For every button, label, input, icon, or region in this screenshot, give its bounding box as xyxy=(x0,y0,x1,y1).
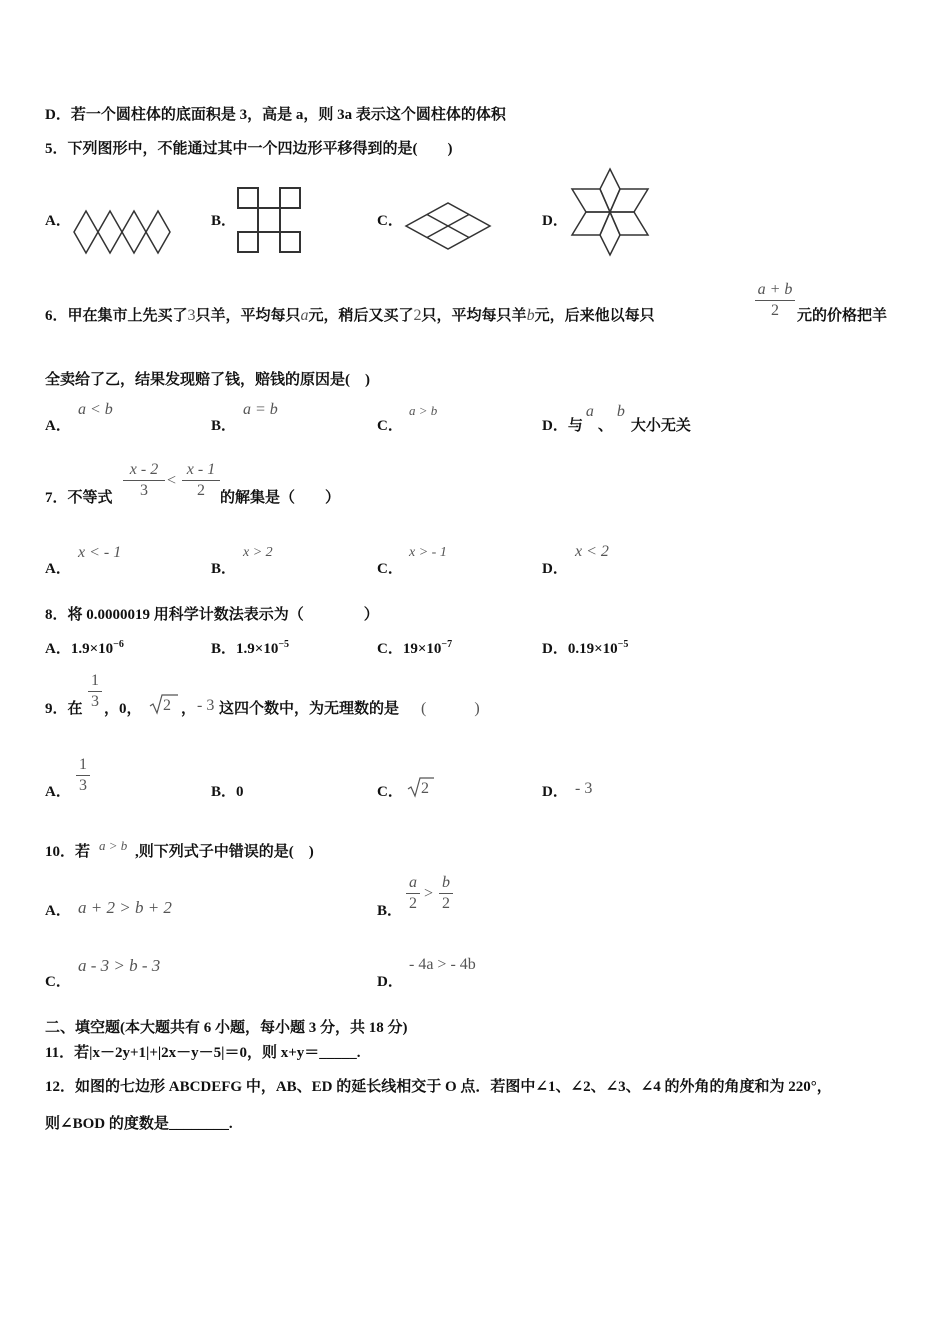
q9-option-d-label[interactable]: D． xyxy=(542,784,568,800)
section-2-heading: 二、填空题(本大题共有 6 小题，每小题 3 分，共 18 分) xyxy=(45,1020,408,1036)
q6-var-b: b xyxy=(526,307,535,324)
q7-lhs-fraction xyxy=(123,461,165,500)
q7-option-d-label[interactable]: D． xyxy=(542,561,568,577)
q5-stem: 5．下列图形中，不能通过其中一个四边形平移得到的是( ) xyxy=(45,141,453,157)
q8-option-b-exponent: −5 xyxy=(278,639,290,650)
q9-option-d[interactable]: - 3 xyxy=(575,780,593,797)
q8-option-b-label: B． xyxy=(211,641,237,657)
q5-option-c-label[interactable]: C． xyxy=(377,213,403,229)
q10-option-b-right-fraction[interactable] xyxy=(439,874,453,913)
q8-option-c-base: 19×10 xyxy=(402,641,442,657)
q6-text-1: 6．甲在集市上先买了 xyxy=(45,308,188,324)
q6-text-5: 元，后来他以每只 xyxy=(534,308,655,324)
q10-option-d-label[interactable]: D． xyxy=(377,974,403,990)
q6-price-fraction xyxy=(755,281,795,320)
q6-option-c[interactable]: a > b xyxy=(409,403,438,418)
q12-stem-line2: 则∠BOD 的度数是________. xyxy=(45,1116,233,1132)
q6-fraction-denominator: 2 xyxy=(771,302,779,319)
q6-text-6: 元的价格把羊 xyxy=(797,308,888,324)
q12-stem-line1: 12．如图的七边形 ABCDEFG 中，AB、ED 的延长线相交于 O 点．若图中∠1、∠2、∠3、∠4 的外角的角度和为 220°， xyxy=(45,1079,832,1095)
q6-option-d[interactable] xyxy=(542,400,691,434)
q5-option-b-label[interactable]: B． xyxy=(211,213,237,229)
q9-option-a-label[interactable]: A． xyxy=(45,784,71,800)
q9-option-a-denominator: 3 xyxy=(79,777,87,794)
q8-option-d[interactable] xyxy=(542,637,628,658)
q5-option-d-label[interactable]: D． xyxy=(542,213,568,229)
q8-option-d-base: 0.19×10 xyxy=(567,641,618,657)
q6-option-b[interactable]: a = b xyxy=(243,401,278,418)
q7-rhs-denominator: 2 xyxy=(197,482,205,499)
q6-text-2: 只羊，平均每只 xyxy=(195,308,301,324)
q6-option-c-label[interactable]: C． xyxy=(377,418,403,434)
q10-option-a[interactable]: a + 2 > b + 2 xyxy=(78,898,172,917)
q10-option-a-label[interactable]: A． xyxy=(45,903,71,919)
q9-text-3: ， xyxy=(181,701,197,717)
q6-option-a[interactable]: a < b xyxy=(78,401,113,418)
q8-option-d-label: D． xyxy=(542,641,568,657)
q9-answer-paren: ( ) xyxy=(421,700,480,717)
q8-option-b[interactable] xyxy=(211,637,289,658)
q10-text-1: 10．若 xyxy=(45,844,91,860)
q7-lhs-numerator: x - 2 xyxy=(129,461,159,478)
q9-option-b[interactable] xyxy=(211,780,244,801)
q6-var-a: a xyxy=(300,307,309,324)
q9-option-c-label[interactable]: C． xyxy=(377,784,403,800)
q6-fraction-numerator: a + b xyxy=(757,281,793,298)
q6-option-d-var-a: a xyxy=(585,403,594,420)
q9-option-c-value[interactable]: 2 xyxy=(421,780,429,797)
q6-number-3: 3 xyxy=(187,307,196,324)
q4-option-d: D．若一个圆柱体的底面积是 3，高是 a，则 3a 表示这个圆柱体的体积 xyxy=(45,107,506,123)
q9-sqrt-value: 2 xyxy=(163,697,171,714)
q8-option-a-exponent: −6 xyxy=(113,639,124,650)
q6-text-4: 只，平均每只羊 xyxy=(421,308,527,324)
q6-number-2: 2 xyxy=(413,307,422,324)
q7-option-a-label[interactable]: A． xyxy=(45,561,71,577)
q8-option-c-label: C． xyxy=(377,641,403,657)
q8-option-b-base: 1.9×10 xyxy=(236,641,279,657)
q10-option-b-operator: > xyxy=(424,885,434,902)
q8-option-c-exponent: −7 xyxy=(441,639,453,650)
q7-option-c-label[interactable]: C． xyxy=(377,561,403,577)
q8-option-a-base: 1.9×10 xyxy=(70,641,114,657)
q5-figure-a-rhombus-chain xyxy=(72,208,174,256)
q10-option-b-left-fraction[interactable] xyxy=(406,874,420,913)
q9-fraction-numerator: 1 xyxy=(91,672,99,689)
q8-option-d-exponent: −5 xyxy=(617,639,629,650)
q6-option-d-sep: 、 xyxy=(597,418,613,434)
q8-option-a[interactable] xyxy=(45,637,124,658)
q7-less-than: < xyxy=(167,472,177,489)
q7-text-1: 7．不等式 xyxy=(45,490,113,506)
q10-option-b-right-numerator: b xyxy=(442,874,450,891)
q8-option-a-label: A． xyxy=(45,641,71,657)
q5-option-a-label[interactable]: A． xyxy=(45,213,71,229)
q5-figure-b-squares xyxy=(236,186,304,256)
q10-option-b-left-denominator: 2 xyxy=(409,895,417,912)
q8-option-c[interactable] xyxy=(377,637,452,658)
q9-fraction-one-third xyxy=(88,672,102,711)
q10-text-2: ,则下列式子中错误的是( ) xyxy=(135,844,314,860)
q8-stem: 8．将 0.0000019 用科学计数法表示为（ ） xyxy=(45,607,379,623)
q7-option-a[interactable]: x < - 1 xyxy=(78,544,122,561)
q7-option-d[interactable]: x < 2 xyxy=(575,543,609,560)
q10-option-b-right-denominator: 2 xyxy=(442,895,450,912)
q9-text-4: 这四个数中，为无理数的是 xyxy=(219,701,400,717)
q7-option-c[interactable]: x > - 1 xyxy=(409,545,447,560)
q10-option-b-label[interactable]: B． xyxy=(377,903,403,919)
q6-option-d-var-b: b xyxy=(616,403,625,420)
q9-option-b-label: B． xyxy=(211,784,237,800)
q9-text-2: ，0， xyxy=(104,701,142,717)
q5-figure-d-star xyxy=(568,166,652,258)
q9-fraction-denominator: 3 xyxy=(91,693,99,710)
q7-rhs-fraction xyxy=(182,461,220,500)
q9-negative-three: - 3 xyxy=(197,697,215,714)
q7-text-2: 的解集是（ ） xyxy=(220,490,341,506)
q7-rhs-numerator: x - 1 xyxy=(186,461,216,478)
q9-text-1: 9．在 xyxy=(45,701,83,717)
q6-stem-line1 xyxy=(45,304,655,328)
q7-option-b[interactable]: x > 2 xyxy=(243,545,273,560)
q10-option-c-label[interactable]: C． xyxy=(45,974,71,990)
q9-option-a-numerator: 1 xyxy=(79,756,87,773)
q7-option-b-label[interactable]: B． xyxy=(211,561,237,577)
q6-option-d-tail: 大小无关 xyxy=(630,418,691,434)
q6-option-d-label: D．与 xyxy=(542,418,583,434)
q10-option-d[interactable]: - 4a > - 4b xyxy=(409,956,476,973)
q10-option-b-left-numerator: a xyxy=(409,874,417,891)
q10-option-c[interactable]: a - 3 > b - 3 xyxy=(78,956,161,975)
q5-figure-c-rhombus-grid xyxy=(403,200,493,252)
q11-stem: 11．若|x－2y+1|+|2x－y－5|＝0，则 x+y＝_____. xyxy=(45,1045,361,1061)
q6-stem-line2: 全卖给了乙，结果发现赔了钱，赔钱的原因是( ) xyxy=(45,372,370,388)
q6-option-b-label[interactable]: B． xyxy=(211,418,237,434)
q9-option-b-value: 0 xyxy=(236,784,244,800)
q6-option-a-label[interactable]: A． xyxy=(45,418,71,434)
q9-option-a-fraction[interactable] xyxy=(76,756,90,795)
q6-text-3: 元，稍后又买了 xyxy=(308,308,414,324)
q7-lhs-denominator: 3 xyxy=(140,482,148,499)
q10-condition: a > b xyxy=(99,838,128,853)
